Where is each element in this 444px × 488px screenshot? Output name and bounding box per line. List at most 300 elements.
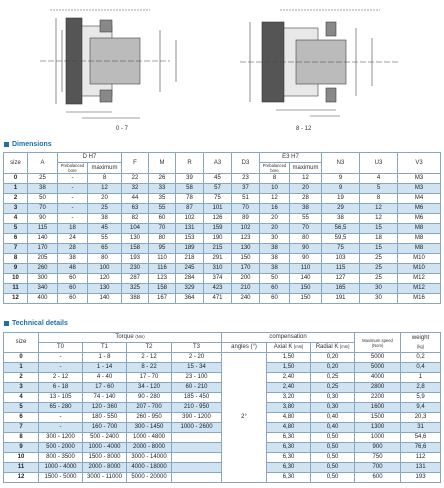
table-cell: 39 [176, 174, 204, 184]
table-cell: M4 [398, 194, 441, 204]
table-cell: 70 [28, 204, 58, 214]
table-cell: - [39, 413, 83, 423]
table-cell: 1000 - 4000 [39, 463, 83, 473]
table-cell: 19 [322, 194, 360, 204]
dimensions-title: Dimensions [12, 141, 52, 148]
table-cell: 28 [290, 194, 322, 204]
table-cell: 60 [58, 274, 88, 284]
table-cell: M3 [398, 174, 441, 184]
table-cell: 12 [290, 174, 322, 184]
col-radial [311, 343, 355, 353]
table-cell: 25 [360, 254, 398, 264]
table-cell: 1 - 8 [83, 353, 127, 363]
table-cell: 0 [4, 353, 39, 363]
table-cell: 180 - 550 [83, 413, 127, 423]
table-cell: 10 [4, 274, 28, 284]
table-cell: 30 [260, 234, 290, 244]
table-cell: 158 [149, 284, 176, 294]
table-cell: 245 [176, 264, 204, 274]
table-cell: 55 [149, 204, 176, 214]
table-cell: 6,30 [267, 453, 311, 463]
table-cell: 44 [122, 194, 149, 204]
col-torque [39, 333, 222, 343]
table-cell: 11 [4, 284, 28, 294]
speed-label: Maximum speed [362, 337, 393, 343]
table-cell: 5000 [355, 363, 401, 373]
table-cell: 4,80 [267, 423, 311, 433]
table-cell: 90 - 280 [127, 393, 172, 403]
table-cell: 700 [355, 463, 401, 473]
col-M: M [149, 153, 176, 174]
table-cell: 75 [322, 244, 360, 254]
table-cell: M8 [398, 224, 441, 234]
table-cell: 15 [360, 244, 398, 254]
table-cell: 300 - 1450 [127, 423, 172, 433]
table-cell: M8 [398, 244, 441, 254]
table-cell: 15 [360, 224, 398, 234]
table-cell: M6 [398, 204, 441, 214]
table-cell: 37 [232, 184, 260, 194]
table-cell: 287 [122, 274, 149, 284]
table-cell [172, 453, 222, 463]
table-cell: 60 - 210 [172, 383, 222, 393]
table-cell: 32 [122, 184, 149, 194]
table-cell: 167 [149, 294, 176, 304]
table-cell: 400 [28, 294, 58, 304]
table-row [4, 284, 441, 294]
table-row [4, 274, 441, 284]
table-cell: 0,50 [311, 463, 355, 473]
table-cell: 388 [122, 294, 149, 304]
table-cell: 101 [204, 204, 232, 214]
col-N3: N3 [322, 153, 360, 174]
table-cell: 158 [122, 244, 149, 254]
table-cell: 130 [88, 284, 122, 294]
table-cell: M12 [398, 284, 441, 294]
col-T0: T0 [39, 343, 83, 353]
table-cell: 34 - 120 [127, 383, 172, 393]
col-F: F [122, 153, 149, 174]
table-cell: 1,50 [267, 353, 311, 363]
table-cell: 0,4 [401, 363, 441, 373]
table-cell: 329 [176, 284, 204, 294]
table-cell: 50 [28, 194, 58, 204]
col-T2: T2 [127, 343, 172, 353]
table-cell: 131 [176, 224, 204, 234]
table-cell: 58 [176, 184, 204, 194]
table-cell: 70 [232, 204, 260, 214]
table-cell: 0 [4, 174, 28, 184]
table-cell: 159 [204, 224, 232, 234]
table-cell: 4 [4, 393, 39, 403]
table-cell: 374 [204, 274, 232, 284]
table-cell: 3000 - 11000 [83, 473, 127, 483]
table-cell: M10 [398, 254, 441, 264]
table-cell: 153 [176, 234, 204, 244]
table-cell: 0,50 [311, 453, 355, 463]
table-cell: 3,80 [267, 403, 311, 413]
table-cell: 120 - 360 [83, 403, 127, 413]
table-cell: 57 [204, 184, 232, 194]
table-cell: 2 - 12 [127, 353, 172, 363]
col-T1: T1 [83, 343, 127, 353]
table-cell: 7 [4, 244, 28, 254]
table-cell [172, 433, 222, 443]
table-cell: 8 [88, 174, 122, 184]
table-cell: 4000 - 18000 [127, 463, 172, 473]
table-cell: - [39, 363, 83, 373]
table-cell: 3 [4, 204, 28, 214]
table-row [4, 234, 441, 244]
table-cell: - [39, 423, 83, 433]
table-cell: 190 [204, 234, 232, 244]
table-cell: 170 [232, 264, 260, 274]
table-cell: - [58, 174, 88, 184]
table-cell: 6,30 [267, 463, 311, 473]
table-cell: 193 [122, 254, 149, 264]
table-cell: 1,50 [267, 363, 311, 373]
col-D-maximum: maximum [88, 163, 122, 174]
table-cell: 1 [401, 373, 441, 383]
table-cell: 70 [149, 224, 176, 234]
table-cell: 2 - 20 [172, 353, 222, 363]
table-cell: 423 [204, 284, 232, 294]
table-cell: 76,6 [401, 443, 441, 453]
table-cell: 33 [149, 184, 176, 194]
axial-label: Axial K [273, 344, 293, 350]
radial-label: Radial K [315, 344, 339, 350]
table-cell: 22 [122, 174, 149, 184]
table-row [4, 214, 441, 224]
torque-unit: (Nm) [135, 334, 145, 339]
table-cell: 51 [232, 194, 260, 204]
table-cell: 150 [290, 294, 322, 304]
table-cell: 110 [290, 264, 322, 274]
table-cell: 6,30 [267, 443, 311, 453]
col-size: size [4, 153, 28, 174]
table-cell: 65 - 280 [39, 403, 83, 413]
table-cell: 750 [355, 453, 401, 463]
table-cell: 240 [232, 294, 260, 304]
table-cell: 1000 - 4800 [127, 433, 172, 443]
table-cell: 130 [122, 234, 149, 244]
table-cell: 25 [360, 274, 398, 284]
table-cell: 4000 [355, 373, 401, 383]
table-cell: 18 [58, 224, 88, 234]
table-row [4, 174, 441, 184]
table-cell: 15 - 34 [172, 363, 222, 373]
table-cell: M6 [398, 214, 441, 224]
col-V3: V3 [398, 153, 441, 174]
table-cell: 45 [88, 224, 122, 234]
table-cell: 60 [260, 294, 290, 304]
technical-table [3, 332, 441, 483]
weight-label: weight [411, 334, 430, 341]
table-row [4, 194, 441, 204]
table-cell: 2,40 [267, 373, 311, 383]
table-cell: 6,30 [267, 473, 311, 483]
table-cell: 1500 - 5000 [39, 473, 83, 483]
table-cell: 20 [290, 184, 322, 194]
table-cell: 89 [232, 214, 260, 224]
table-cell: 1000 [355, 433, 401, 443]
table-cell: 0,20 [311, 353, 355, 363]
table-cell: 35 [149, 194, 176, 204]
table-cell: 17 - 70 [127, 373, 172, 383]
table-cell: 55 [88, 234, 122, 244]
table-cell: 4,80 [267, 413, 311, 423]
table-cell: 55 [290, 214, 322, 224]
table-cell: 3 [4, 383, 39, 393]
table-cell: 170 [28, 244, 58, 254]
table-cell: 160 - 700 [83, 423, 127, 433]
axial-unit: [mm] [294, 344, 304, 349]
table-cell: 3000 - 14000 [127, 453, 172, 463]
table-cell: 9 [322, 184, 360, 194]
col-D3: D3 [232, 153, 260, 174]
table-cell: 102 [232, 224, 260, 234]
table-cell: 0,25 [311, 373, 355, 383]
table-cell: 115 [28, 224, 58, 234]
table-cell: 1000 - 4000 [83, 443, 127, 453]
table-cell: 23 - 100 [172, 373, 222, 383]
table-cell: 116 [149, 264, 176, 274]
col-E3-prebalanced: Prebalanced bore [260, 163, 290, 174]
table-cell: 126 [204, 214, 232, 224]
table-cell: 1500 [355, 413, 401, 423]
table-cell: 800 - 3500 [39, 453, 83, 463]
table-cell: - [58, 204, 88, 214]
table-cell: 3,20 [267, 393, 311, 403]
table-cell: 25 [360, 264, 398, 274]
table-cell: 38 [260, 254, 290, 264]
table-row [4, 353, 441, 363]
table-cell: 31 [401, 423, 441, 433]
table-cell: 900 [355, 443, 401, 453]
technical-title: Technical details [12, 320, 68, 327]
table-cell: 60 [58, 284, 88, 294]
table-cell: 63 [122, 204, 149, 214]
table-cell: 325 [122, 284, 149, 294]
table-cell: 5 [4, 224, 28, 234]
table-cell: 600 [355, 473, 401, 483]
table-cell: 104 [122, 224, 149, 234]
table-cell: 0,25 [311, 383, 355, 393]
table-cell: 95 [149, 244, 176, 254]
table-cell: 2 [4, 373, 39, 383]
table-cell: 291 [204, 254, 232, 264]
table-cell: 17 - 60 [83, 383, 127, 393]
table-cell: 38 [260, 244, 290, 254]
table-cell: 112 [401, 453, 441, 463]
section-marker-icon [4, 321, 9, 326]
table-cell: 0,50 [311, 473, 355, 483]
table-cell: 1300 [355, 423, 401, 433]
table-cell: 10 [4, 453, 39, 463]
table-cell: 2 - 12 [39, 373, 83, 383]
table-cell: 123 [232, 234, 260, 244]
table-cell: 1600 [355, 403, 401, 413]
table-cell: 500 - 2400 [83, 433, 127, 443]
table-cell: 12 [360, 214, 398, 224]
table-cell: 1 [4, 363, 39, 373]
table-cell: 6 [4, 413, 39, 423]
table-cell: 5000 - 20000 [127, 473, 172, 483]
table-cell: 5 [4, 403, 39, 413]
table-cell: 38 [260, 264, 290, 274]
table-cell: 1500 - 8000 [83, 453, 127, 463]
table-cell: 29 [322, 204, 360, 214]
table-cell: 8 [260, 174, 290, 184]
table-cell: M16 [398, 294, 441, 304]
table-cell: 115 [322, 264, 360, 274]
table-cell: 38 [322, 214, 360, 224]
table-cell: 12 [360, 204, 398, 214]
col-compensation: compensation [222, 333, 355, 343]
table-row [4, 254, 441, 264]
table-cell: 13 - 105 [39, 393, 83, 403]
table-cell: 0,40 [311, 413, 355, 423]
table-cell: 2200 [355, 393, 401, 403]
table-cell: 25 [28, 174, 58, 184]
table-cell: 90 [290, 254, 322, 264]
col-axial [267, 343, 311, 353]
col-A: A [28, 153, 58, 174]
table-cell: 38 [88, 214, 122, 224]
table-cell: 0,20 [311, 363, 355, 373]
col-E3-maximum: maximum [290, 163, 322, 174]
table-cell: 16 [260, 204, 290, 214]
table-cell: 8 [4, 254, 28, 264]
table-cell: M3 [398, 184, 441, 194]
table-cell: 300 [28, 274, 58, 284]
table-cell: 9 [322, 174, 360, 184]
table-cell: 193 [401, 473, 441, 483]
table-cell: 103 [322, 254, 360, 264]
table-cell [172, 463, 222, 473]
drawing-size-0-7 [40, 10, 176, 118]
table-cell: M12 [398, 274, 441, 284]
table-cell: 8 [360, 194, 398, 204]
table-cell: 8 - 22 [127, 363, 172, 373]
drawing-caption-8-12: 8 - 12 [296, 126, 312, 132]
table-cell: 127 [322, 274, 360, 284]
table-cell: 60 [260, 284, 290, 294]
table-cell: 0,50 [311, 443, 355, 453]
table-cell: - [58, 184, 88, 194]
table-cell: 140 [290, 274, 322, 284]
table-cell: 30 [360, 284, 398, 294]
table-cell: 310 [204, 264, 232, 274]
table-cell: 260 [28, 264, 58, 274]
table-cell: 218 [176, 254, 204, 264]
table-cell: 80 [88, 254, 122, 264]
table-cell: 5 [360, 184, 398, 194]
table-cell: 20 [260, 224, 290, 234]
col-A3: A3 [204, 153, 232, 174]
table-cell [172, 443, 222, 453]
table-cell: 20 [88, 194, 122, 204]
table-cell: - [58, 214, 88, 224]
table-cell: 140 [88, 294, 122, 304]
table-cell: 2000 - 8000 [83, 463, 127, 473]
table-row [4, 294, 441, 304]
table-cell: 207 - 700 [127, 403, 172, 413]
technical-drawings [0, 0, 444, 142]
table-row [4, 264, 441, 274]
table-cell: 0,30 [311, 403, 355, 413]
table-cell: 185 - 450 [172, 393, 222, 403]
table-cell: 59,5 [322, 234, 360, 244]
table-cell: 210 - 950 [172, 403, 222, 413]
table-cell: 48 [58, 264, 88, 274]
table-cell: 24 [58, 234, 88, 244]
table-cell: 12 [4, 294, 28, 304]
table-cell: 210 [232, 284, 260, 294]
col-R: R [176, 153, 204, 174]
table-cell: 300 - 1200 [39, 433, 83, 443]
table-cell: 56,5 [322, 224, 360, 234]
table-cell: 120 [88, 274, 122, 284]
table-cell: 80 [290, 234, 322, 244]
table-cell [172, 473, 222, 483]
table-cell: 2800 [355, 383, 401, 393]
table-cell: 20,3 [401, 413, 441, 423]
table-cell: 26 [149, 174, 176, 184]
table-cell: - [39, 353, 83, 363]
drawing-size-8-12 [240, 10, 400, 116]
table-cell: 6,30 [267, 433, 311, 443]
table-cell: 200 [232, 274, 260, 284]
table-cell: 1000 - 2600 [172, 423, 222, 433]
table-row [4, 204, 441, 214]
table-cell: 165 [322, 284, 360, 294]
table-cell: 38 [58, 254, 88, 264]
table-cell: 2,40 [267, 383, 311, 393]
table-cell: 60 [149, 214, 176, 224]
angles-cell: 2° [222, 353, 267, 483]
col-D: D H7 [58, 153, 122, 163]
table-cell: 11 [4, 463, 39, 473]
dimensions-heading [4, 141, 52, 148]
table-cell: 12 [88, 184, 122, 194]
table-cell: 50 [260, 274, 290, 284]
col-D-prebalanced: Prebalanced bore [58, 163, 88, 174]
table-cell: 131 [401, 463, 441, 473]
table-cell: 9 [4, 264, 28, 274]
table-cell: 78 [176, 194, 204, 204]
table-cell: - [58, 194, 88, 204]
table-cell: M10 [398, 264, 441, 274]
table-cell: 9 [4, 443, 39, 453]
table-cell: 90 [28, 214, 58, 224]
table-row [4, 244, 441, 254]
table-cell: 260 - 950 [127, 413, 172, 423]
table-cell: 6 - 18 [39, 383, 83, 393]
table-cell: 150 [290, 284, 322, 294]
col-weight [401, 333, 441, 353]
table-cell: 28 [58, 244, 88, 254]
table-cell: 230 [122, 264, 149, 274]
table-cell: 12 [4, 473, 39, 483]
table-cell: 75 [204, 194, 232, 204]
table-cell: 20 [260, 214, 290, 224]
table-cell: 5,9 [401, 393, 441, 403]
technical-heading [4, 320, 68, 327]
table-cell: 10 [260, 184, 290, 194]
table-cell: 4 [360, 174, 398, 184]
table-cell: 2,8 [401, 383, 441, 393]
